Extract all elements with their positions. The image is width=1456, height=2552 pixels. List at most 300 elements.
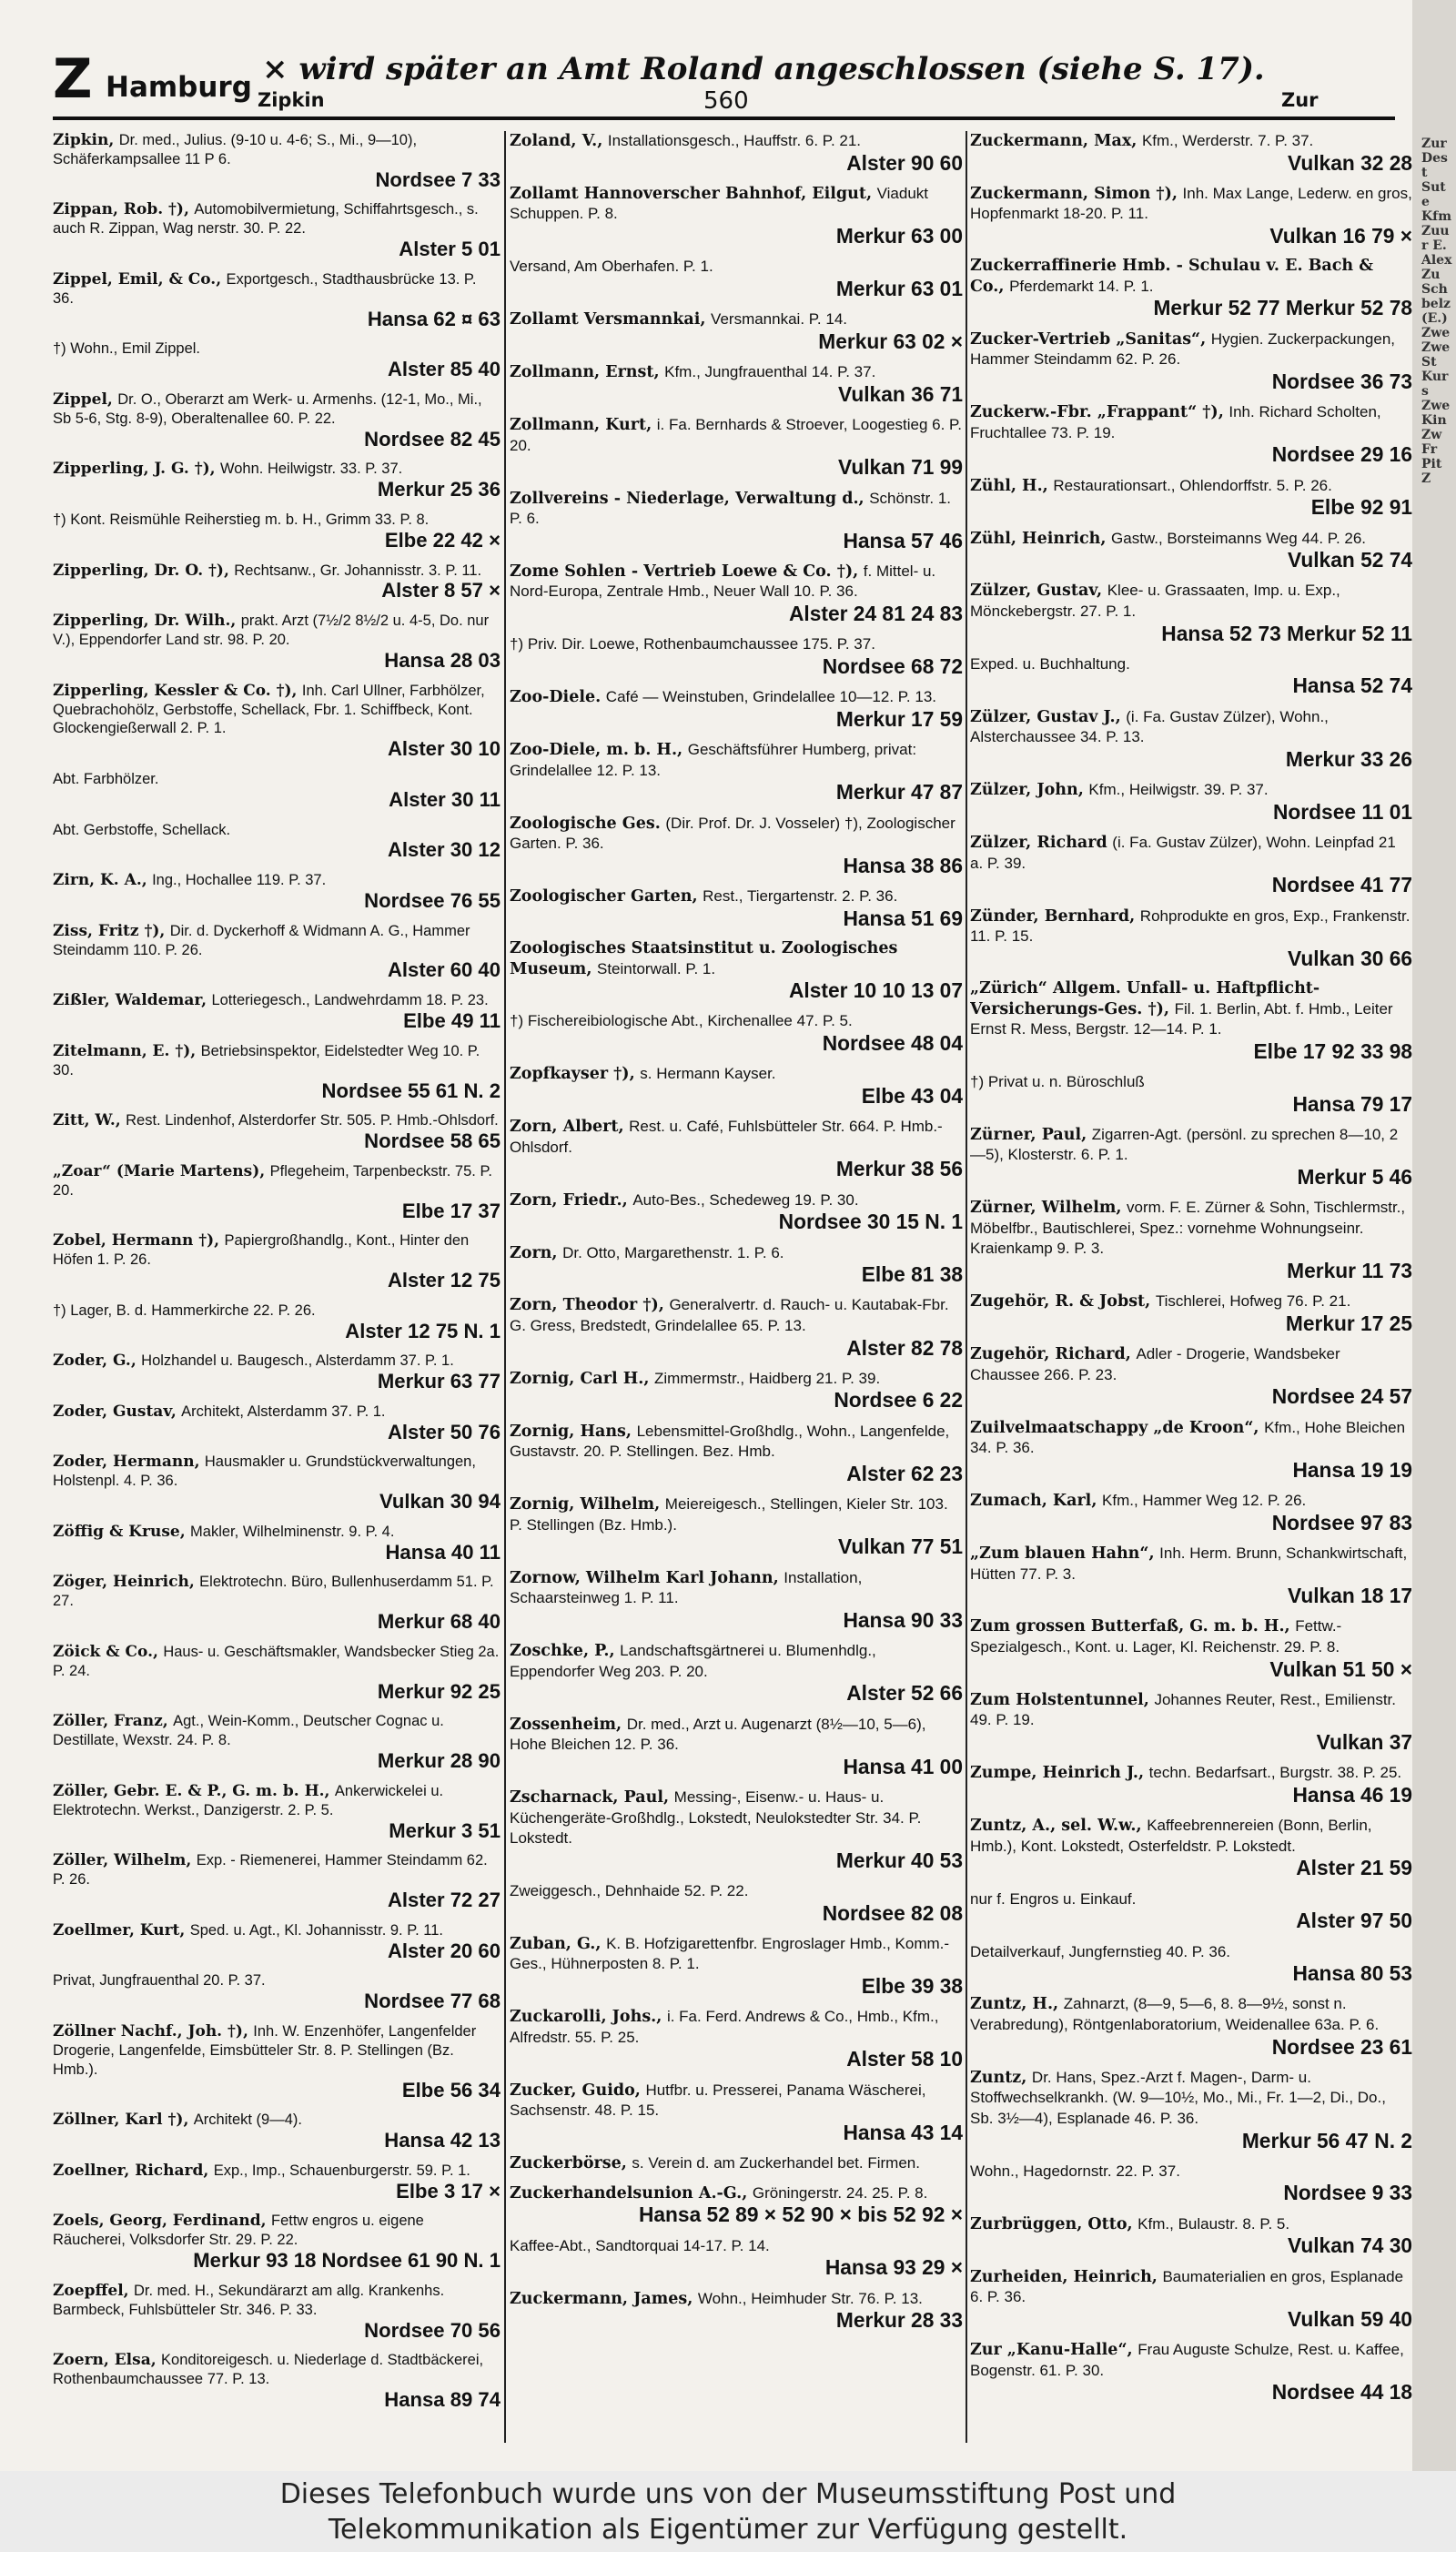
entry-details: Detailverkauf, Jungfernstieg 40. P. 36. xyxy=(970,1942,1231,1960)
entry-phone: Merkur 92 25 xyxy=(377,1679,500,1703)
listing-entry xyxy=(510,1715,963,1778)
entry-details: Versand, Am Oberhafen. P. 1. xyxy=(510,258,713,276)
listing-entry xyxy=(53,1643,500,1703)
entry-name: Zumpe, Heinrich J., xyxy=(970,1764,1145,1783)
listing-entry xyxy=(53,1231,500,1291)
listing-entry xyxy=(970,1690,1412,1754)
listing-entry xyxy=(510,1881,963,1925)
listing-entry xyxy=(970,1291,1412,1335)
entry-phone: Hansa 80 53 xyxy=(1292,1961,1412,1986)
entry-phone: Elbe 56 34 xyxy=(401,2078,500,2101)
entry-details: Kfm., Werderstr. 7. P. 37. xyxy=(1141,132,1314,149)
listing-entry xyxy=(510,562,963,625)
entry-phone: Nordsee 76 55 xyxy=(364,889,500,912)
entry-name: Zopfkayser †), xyxy=(510,1065,635,1084)
listing-entry xyxy=(53,1851,500,1911)
entry-details: Haus- u. Geschäftsmakler, Wandsbecker Stieg 2a. P. 24. xyxy=(53,1643,500,1679)
entry-name: Zißler, Waldemar, xyxy=(53,991,207,1010)
entry-name: Zoder, G., xyxy=(53,1352,136,1371)
entry-phone: Nordsee 48 04 xyxy=(822,1030,963,1055)
entry-phone: Elbe 92 91 xyxy=(1310,495,1412,520)
entry-name: Zülzer, Richard xyxy=(970,834,1107,853)
entry-phone: Elbe 39 38 xyxy=(861,1973,963,1998)
entry-phone: Merkur 17 25 xyxy=(1285,1311,1412,1335)
entry-details: Rest. Lindenhof, Alsterdorfer Str. 505. P. Hmb.-Ohlsdorf. xyxy=(126,1112,499,1129)
entry-phone: Nordsee 68 72 xyxy=(822,653,963,678)
entry-details: Geschäftsführer Humberg, privat: Grindelallee 12. P. 13. xyxy=(510,741,917,779)
listing-entry xyxy=(970,2068,1412,2152)
entry-name: Zoder, Gustav, xyxy=(53,1402,177,1421)
entry-phone: Elbe 49 11 xyxy=(403,1009,500,1033)
listing-entry xyxy=(53,1453,500,1513)
listing-entry xyxy=(53,1111,500,1153)
entry-phone: Merkur 63 01 xyxy=(835,276,963,300)
entry-phone: Vulkan 18 17 xyxy=(1288,1584,1412,1608)
entry-name: Zoo-Diele, m. b. H., xyxy=(510,741,683,760)
entry-phone: Vulkan 30 94 xyxy=(379,1490,500,1514)
entry-name: Zornig, Carl H., xyxy=(510,1369,650,1388)
entry-name: Zucker-Vertrieb „Sanitas“, xyxy=(970,329,1207,349)
entry-phone: Elbe 17 37 xyxy=(401,1199,500,1222)
listing-entry xyxy=(970,1198,1412,1282)
city-name: Hamburg xyxy=(106,71,252,104)
entry-phone: Merkur 5 46 xyxy=(1297,1164,1412,1189)
listing-entry xyxy=(970,529,1412,572)
first-entry-guide: Zipkin xyxy=(258,89,325,111)
entry-details: Frau Auguste Schulze, Rest. u. Kaffee, Bogenstr. 61. P. 30. xyxy=(970,2341,1404,2379)
entry-phone: Nordsee 97 83 xyxy=(1271,1510,1412,1534)
entry-name: Zoland, V., xyxy=(510,132,603,150)
entry-phone: Vulkan 77 51 xyxy=(838,1534,963,1559)
listing-entry xyxy=(970,654,1412,698)
entry-phone: Alster 60 40 xyxy=(387,958,500,982)
entry-phone: Nordsee 58 65 xyxy=(364,1129,500,1153)
exchange-notice: × wird später an Amt Roland angeschlossen (siehe S. 17). xyxy=(262,51,1265,87)
entry-phone: Elbe 43 04 xyxy=(861,1083,963,1108)
entry-name: Zülzer, John, xyxy=(970,781,1084,800)
entry-details: Gröningerstr. 24. 25. P. 8. xyxy=(752,2183,928,2202)
entry-details: Viadukt Schuppen. P. 8. xyxy=(510,184,929,223)
entry-name: Zornow, Wilhelm Karl Johann, xyxy=(510,1568,779,1587)
entry-details: Kfm., Hammer Weg 12. P. 26. xyxy=(1102,1492,1307,1510)
entry-details: Papiergroßhandlg., Kont., Hinter den Höfen 1. P. 26. xyxy=(53,1232,470,1269)
entry-details: s. Hermann Kayser. xyxy=(640,1065,776,1083)
entry-details: Fettw engros u. eigene Räucherei, Volksdorfer Str. 29. P. 22. xyxy=(53,2213,424,2249)
entry-name: Zöller, Franz, xyxy=(53,1712,168,1731)
listing-entry xyxy=(53,1782,500,1842)
entry-name: Zoo-Diele. xyxy=(510,688,602,707)
entry-name: Zoels, Georg, Ferdinand, xyxy=(53,2212,267,2231)
footer-line-1: Dieses Telefonbuch wurde uns von der Museumsstiftung Post und xyxy=(279,2478,1177,2510)
entry-phone: Alster 30 12 xyxy=(387,838,500,862)
entry-name: Zipperling, Dr. Wilh., xyxy=(53,612,237,631)
entry-details: Inh. Richard Scholten, Fruchtallee 73. P. 19. xyxy=(970,403,1381,441)
entry-name: Zühl, Heinrich, xyxy=(970,529,1107,548)
listing-entry xyxy=(970,780,1412,824)
entry-details: Automobilvermietung, Schiffahrtsgesch., s. auch R. Zippan, Wag nerstr. 30. P. 22. xyxy=(53,201,479,238)
entry-details: Dr. Otto, Margarethenstr. 1. P. 6. xyxy=(562,1243,784,1261)
entry-details: Rest. u. Café, Fuhlsbütteler Str. 664. P. Hmb.-Ohlsdorf. xyxy=(510,1118,943,1156)
entry-phone: Nordsee 44 18 xyxy=(1271,2380,1412,2405)
listing-entry xyxy=(970,329,1412,393)
listing-entry xyxy=(53,2111,500,2152)
entry-phone: Alster 52 66 xyxy=(846,1681,963,1706)
entry-details: Wohn. Heilwigstr. 33. P. 37. xyxy=(219,461,403,478)
entry-details: Adler - Drogerie, Wandsbeker Chaussee 266. P. 23. xyxy=(970,1345,1340,1383)
entry-details: Hausmakler u. Grundstückverwaltungen, Holstenpl. 4. P. 36. xyxy=(53,1453,476,1490)
entry-name: Zöffig & Kruse, xyxy=(53,1522,186,1541)
entry-details: Dr. med., Arzt u. Augenarzt (8½—10, 5—6), Hohe Bleichen 12. P. 36. xyxy=(510,1715,926,1754)
entry-phone: Hansa 62 ¤ 63 xyxy=(367,307,500,330)
entry-phone: Alster 30 10 xyxy=(387,737,500,761)
listing-entry xyxy=(53,200,500,260)
entry-phone: Vulkan 36 71 xyxy=(838,381,963,406)
entry-name: Zoellner, Richard, xyxy=(53,2161,209,2180)
entry-details: Meiereigesch., Stellingen, Kieler Str. 103. P. Stellingen (Bz. Hmb.). xyxy=(510,1495,948,1534)
entry-details: Inh. W. Enzenhöfer, Langenfelder Drogerie, Langenfelde, Eimsbütteler Str. 8. P. Stellingen (Bz. Hmb.). xyxy=(53,2022,477,2078)
entry-name: Zülzer, Gustav J., xyxy=(970,707,1121,726)
entry-name: Zoepffel, xyxy=(53,2281,129,2300)
entry-details: †) Priv. Dir. Loewe, Rothenbaumchaussee 175. P. 37. xyxy=(510,635,875,653)
entry-details: Hygien. Zuckerpackungen, Hammer Steindamm 62. P. 26. xyxy=(970,329,1396,369)
listing-entry xyxy=(510,1011,963,1055)
listing-entry xyxy=(53,922,500,982)
listing-entry xyxy=(53,1573,500,1633)
listing-entry xyxy=(970,1344,1412,1408)
listing-entry xyxy=(53,770,500,812)
listing-entry xyxy=(510,2153,963,2174)
listing-entry xyxy=(510,1641,963,1705)
entry-name: Zollmann, Ernst, xyxy=(510,363,660,382)
entry-name: Zoologische Ges. xyxy=(510,814,661,833)
entry-details: Exped. u. Buchhaltung. xyxy=(970,654,1130,673)
listing-entry xyxy=(510,2081,963,2144)
entry-details: Exp. - Riemenerei, Hammer Steindamm 62. P. 26. xyxy=(53,1852,488,1889)
entry-phone: Alster 12 75 xyxy=(387,1269,500,1291)
entry-name: Zollamt Versmannkai, xyxy=(510,310,706,329)
entry-details: Café — Weinstuben, Grindelallee 10—12. P. 13. xyxy=(605,688,936,706)
listing-entry xyxy=(510,1568,963,1632)
entry-phone: Merkur 17 59 xyxy=(835,706,963,731)
entry-name: Zöger, Heinrich, xyxy=(53,1573,195,1592)
listing-entry xyxy=(970,2340,1412,2404)
entry-phone: Hansa 79 17 xyxy=(1292,1091,1412,1116)
listing-entry xyxy=(510,1243,963,1287)
entry-phone: Alster 10 10 13 07 xyxy=(789,978,963,1003)
entry-name: Zoellmer, Kurt, xyxy=(53,1920,186,1939)
entry-phone: Alster 5 01 xyxy=(399,238,500,261)
listing-entry xyxy=(970,2267,1412,2331)
listing-entry xyxy=(53,612,500,672)
entry-details: Installation, Schaarsteinweg 1. P. 11. xyxy=(510,1568,863,1607)
listing-entry xyxy=(53,1523,500,1565)
entry-details: Lebensmittel-Großhdlg., Wohn., Langenfelde, Gustavstr. 20. P. Stellingen. Bez. Hmb. xyxy=(510,1422,950,1461)
listing-entry xyxy=(970,707,1412,771)
entry-phone: Hansa 43 14 xyxy=(843,2120,963,2144)
entry-phone: Hansa 41 00 xyxy=(843,1754,963,1778)
entry-phone: Hansa 40 11 xyxy=(385,1540,500,1564)
entry-phone: Hansa 90 33 xyxy=(843,1607,963,1632)
entry-details: Kfm., Hohe Bleichen 34. P. 36. xyxy=(970,1418,1406,1457)
entry-details: Kfm., Heilwigstr. 39. P. 37. xyxy=(1088,781,1269,799)
entry-phone: Hansa 89 74 xyxy=(384,2388,500,2412)
entry-details: Johannes Reuter, Rest., Emilienstr. 49. P. 19. xyxy=(970,1690,1396,1729)
entry-details: Inh. Herm. Brunn, Schankwirtschaft, Hütten 77. P. 3. xyxy=(970,1544,1408,1583)
entry-phone: Alster 50 76 xyxy=(387,1420,500,1443)
entry-phone: Nordsee 70 56 xyxy=(364,2318,500,2342)
listing-entry xyxy=(970,1418,1412,1482)
entry-phone: Nordsee 7 33 xyxy=(375,167,500,191)
entry-phone: Alster 72 27 xyxy=(387,1889,500,1912)
listing-entry xyxy=(970,1616,1412,1680)
entry-details: Fettw.-Spezialgesch., Kont. u. Lager, Kl. Reichenstr. 29. P. 8. xyxy=(970,1617,1342,1656)
listing-entry xyxy=(510,362,963,406)
listing-entry xyxy=(970,1994,1412,2058)
entry-name: Zorn, Albert, xyxy=(510,1118,624,1137)
entry-phone: Hansa 42 13 xyxy=(384,2129,500,2152)
entry-name: Zippel, xyxy=(53,390,113,409)
listing-entry xyxy=(53,1403,500,1444)
entry-phone: Hansa 19 19 xyxy=(1292,1457,1412,1482)
entry-name: Zurheiden, Heinrich, xyxy=(970,2267,1158,2286)
page-number: 560 xyxy=(703,87,749,115)
entry-phone: Merkur 38 56 xyxy=(835,1157,963,1181)
section-letter: Z xyxy=(53,47,93,111)
entry-phone: Merkur 33 26 xyxy=(1285,746,1412,771)
entry-phone: Nordsee 82 08 xyxy=(822,1900,963,1925)
entry-name: Zornig, Hans, xyxy=(510,1422,632,1441)
entry-name: Zuckermann, Max, xyxy=(970,132,1138,150)
entry-details: s. Verein d. am Zuckerhandel bet. Firmen. xyxy=(632,2154,920,2172)
entry-name: Zühl, H., xyxy=(970,476,1048,495)
entry-name: Ziss, Fritz †), xyxy=(53,921,166,940)
entry-phone: Merkur 52 77 Merkur 52 78 xyxy=(1153,296,1412,320)
entry-name: Zipperling, J. G. †), xyxy=(53,460,216,479)
entry-phone: Merkur 25 36 xyxy=(377,478,500,501)
listing-entry xyxy=(970,2214,1412,2258)
listing-entry xyxy=(510,886,963,930)
last-entry-guide: Zur xyxy=(1281,89,1319,111)
listing-entry xyxy=(510,1787,963,1872)
listing-entry xyxy=(53,1042,500,1102)
entry-details: Zweiggesch., Dehnhaide 52. P. 22. xyxy=(510,1881,749,1899)
entry-name: Zome Sohlen - Vertrieb Loewe & Co. †), xyxy=(510,562,859,581)
listing-entry xyxy=(510,257,963,300)
listing-entry xyxy=(53,270,500,330)
entry-phone: Alster 85 40 xyxy=(387,358,500,381)
listing-entry xyxy=(970,1816,1412,1879)
entry-details: †) Privat u. n. Büroschluß xyxy=(970,1073,1145,1090)
listing-entry xyxy=(510,184,963,248)
entry-name: Zöllner, Karl †), xyxy=(53,2111,189,2130)
entry-details: Restaurationsart., Ohlendorffstr. 5. P. 26. xyxy=(1053,476,1332,494)
entry-details: Kaffee-Abt., Sandtorquai 14-17. P. 14. xyxy=(510,2236,770,2254)
entry-details: Dr. Hans, Spez.-Arzt f. Magen-, Darm- u. Stoffwechselkrankh. (W. 9—10½, Mo., Mi., Fr. 1—2, Di., Do., Sb. 3½—4), Esplanade 46. P. 36. xyxy=(970,2068,1386,2127)
entry-phone: Nordsee 9 33 xyxy=(1283,2181,1412,2205)
entry-phone: Nordsee 41 77 xyxy=(1271,873,1412,897)
entry-details: Privat, Jungfrauenthal 20. P. 37. xyxy=(53,1972,266,1990)
entry-details: techn. Bedarfsart., Burgstr. 38. P. 25. xyxy=(1148,1764,1402,1782)
listing-entry xyxy=(53,682,500,761)
entry-phone: Nordsee 77 68 xyxy=(364,1990,500,2013)
entry-details: Abt. Farbhölzer. xyxy=(53,770,159,787)
entry-phone: Alster 12 75 N. 1 xyxy=(345,1319,500,1342)
entry-phone: Merkur 47 87 xyxy=(835,780,963,805)
listing-column-1 xyxy=(53,131,500,2443)
entry-name: Zuntz, A., sel. W.w., xyxy=(970,1817,1142,1836)
entry-phone: Merkur 11 73 xyxy=(1287,1258,1412,1282)
entry-name: Zscharnack, Paul, xyxy=(510,1788,670,1807)
entry-phone: Merkur 63 02 × xyxy=(818,329,963,353)
entry-phone: Nordsee 23 61 xyxy=(1271,2034,1412,2059)
listing-entry xyxy=(53,390,500,451)
entry-details: Versmannkai. P. 14. xyxy=(711,310,847,329)
entry-details: Inh. Max Lange, Lederw. en gros, Hopfenmarkt 18-20. P. 11. xyxy=(970,184,1412,223)
entry-phone: Alster 58 10 xyxy=(846,2047,963,2071)
listing-entry xyxy=(510,814,963,877)
entry-name: Zoologisches Staatsinstitut u. Zoologisches Museum, xyxy=(510,938,898,978)
entry-name: Zollvereins - Niederlage, Verwaltung d., xyxy=(510,489,864,508)
entry-name: Zuban, G., xyxy=(510,1934,602,1953)
page-header xyxy=(53,47,1395,120)
listing-entry xyxy=(53,2162,500,2203)
entry-details: Kfm., Jungfrauenthal 14. P. 37. xyxy=(664,363,876,381)
entry-name: „Zum blauen Hahn“, xyxy=(970,1544,1155,1563)
entry-details: Sped. u. Agt., Kl. Johannisstr. 9. P. 11. xyxy=(189,1921,443,1939)
entry-phone: Vulkan 16 79 × xyxy=(1269,223,1412,248)
listing-entry xyxy=(510,1064,963,1108)
listing-entry xyxy=(53,1712,500,1772)
listing-entry xyxy=(970,131,1412,175)
entry-phone: Alster 97 50 xyxy=(1296,1909,1412,1933)
listing-entry xyxy=(53,1971,500,2013)
entry-name: Zürner, Paul, xyxy=(970,1125,1087,1144)
entry-phone: Nordsee 11 01 xyxy=(1272,799,1412,824)
entry-details: Fil. 1. Berlin, Abt. f. Hmb., Leiter Ernst R. Mess, Bergstr. 12—14. P. 1. xyxy=(970,999,1393,1038)
entry-phone: Alster 20 60 xyxy=(387,1939,500,1962)
entry-name: Zipperling, Dr. O. †), xyxy=(53,561,229,580)
entry-phone: Merkur 56 47 N. 2 xyxy=(1241,2128,1412,2152)
entry-details: Architekt, Alsterdamm 37. P. 1. xyxy=(181,1403,386,1420)
entry-phone: Hansa 57 46 xyxy=(843,528,963,552)
listing-entry xyxy=(970,476,1412,520)
entry-name: Zuckerbörse, xyxy=(510,2154,627,2173)
footer-line-2: Telekommunikation als Eigentümer zur Verfügung gestellt. xyxy=(328,2514,1128,2546)
entry-details: Messing-, Eisenw.- u. Haus- u. Küchengeräte-Großhdlg., Lokstedt, Neulokstedter Str. 34. P. Lokstedt. xyxy=(510,1788,922,1848)
entry-phone: Vulkan 59 40 xyxy=(1288,2306,1412,2331)
entry-phone: Nordsee 24 57 xyxy=(1271,1384,1412,1409)
entry-details: Dr. O., Oberarzt am Werk- u. Armenhs. (12-1, Mo., Mi., Sb 5-6, Stg. 8-9), Oberaltenallee 60. P. 22. xyxy=(53,390,482,427)
listing-entry xyxy=(53,562,500,603)
entry-phone: Vulkan 74 30 xyxy=(1288,2233,1412,2258)
entry-details: Dr. med. H., Sekundärarzt am allg. Krankenhs. Barmbeck, Fuhlsbütteler Str. 346. P. 33. xyxy=(53,2282,445,2318)
header-rule xyxy=(53,116,1395,120)
listing-entry xyxy=(970,1763,1412,1807)
entry-phone: Nordsee 6 22 xyxy=(834,1388,963,1413)
listing-entry xyxy=(510,489,963,552)
entry-phone: Alster 62 23 xyxy=(846,1461,963,1485)
entry-details: (i. Fa. Gustav Zülzer), Wohn., Alsterchaussee 34. P. 13. xyxy=(970,707,1329,746)
entry-name: Zuckerraffinerie Hmb. - Schulau v. E. Bach & Co., xyxy=(970,257,1374,296)
listing-entry xyxy=(53,1352,500,1393)
entry-phone: Merkur 63 77 xyxy=(377,1370,500,1393)
entry-name: Zur „Kanu-Halle“, xyxy=(970,2341,1133,2360)
listing-entry xyxy=(510,131,963,175)
entry-name: Zurbrüggen, Otto, xyxy=(970,2214,1133,2233)
entry-name: Zürner, Wilhelm, xyxy=(970,1199,1122,1218)
entry-phone: Merkur 3 51 xyxy=(389,1818,500,1842)
entry-name: Zöick & Co., xyxy=(53,1642,158,1661)
listing-entry xyxy=(970,979,1412,1063)
entry-details: Agt., Wein-Komm., Deutscher Cognac u. Destillate, Wexstr. 24. P. 8. xyxy=(53,1713,444,1749)
entry-phone: Hansa 51 69 xyxy=(843,906,963,930)
entry-details: Zahnarzt, (8—9, 5—6, 8. 8—9½, sonst n. Verabredung), Röntgenlaboratorium, Weidenallee 63a. P. 6. xyxy=(970,1995,1380,2033)
entry-name: Zornig, Wilhelm, xyxy=(510,1495,661,1514)
entry-name: Zugehör, Richard, xyxy=(970,1345,1131,1364)
entry-name: Zöller, Wilhelm, xyxy=(53,1851,192,1870)
entry-details: Holzhandel u. Baugesch., Alsterdamm 37. P. 1. xyxy=(141,1352,454,1370)
entry-name: Zollamt Hannoverscher Bahnhof, Eilgut, xyxy=(510,184,873,203)
listing-entry xyxy=(510,415,963,479)
entry-name: Zorn, Theodor †), xyxy=(510,1296,664,1315)
entry-details: Kaffeebrennereien (Bonn, Berlin, Hmb.), Kont. Lokstedt, Osterfeldstr. P. Lokstedt. xyxy=(970,1817,1372,1855)
entry-details: prakt. Arzt (7½/2 8½/2 u. 4-5, Do. nur V.), Eppendorfer Land str. 98. P. 20. xyxy=(53,613,490,649)
entry-phone: Vulkan 37 xyxy=(1316,1729,1412,1754)
entry-phone: Vulkan 32 28 xyxy=(1288,150,1412,175)
entry-phone: Alster 8 57 × xyxy=(381,579,500,603)
entry-phone: Alster 21 59 xyxy=(1296,1856,1412,1880)
listing-entry xyxy=(510,1934,963,1998)
listing-entry xyxy=(510,687,963,731)
entry-name: Zuckerw.-Fbr. „Frappant“ †), xyxy=(970,403,1224,422)
listing-entry xyxy=(53,339,500,381)
entry-details: Wohn., Hagedornstr. 22. P. 37. xyxy=(970,2162,1180,2180)
entry-name: Zuckerhandelsunion A.-G., xyxy=(510,2183,748,2203)
listing-entry xyxy=(510,1369,963,1413)
column-divider xyxy=(504,131,506,2443)
entry-phone: Hansa 46 19 xyxy=(1292,1782,1412,1807)
entry-name: Zitt, W., xyxy=(53,1111,121,1130)
entry-name: Zuckarolli, Johs., xyxy=(510,2008,662,2027)
listing-column-3 xyxy=(970,131,1412,2443)
listing-entry xyxy=(970,402,1412,466)
entry-details: Pflegeheim, Tarpenbeckstr. 75. P. 20. xyxy=(53,1162,492,1199)
listing-entry xyxy=(510,2183,963,2227)
entry-phone: Merkur 28 33 xyxy=(835,2308,963,2333)
entry-details: Tischlerei, Hofweg 76. P. 21. xyxy=(1155,1292,1351,1311)
entry-details: (Dir. Prof. Dr. J. Vosseler) †), Zoologischer Garten. P. 36. xyxy=(510,814,956,853)
entry-name: Zollmann, Kurt, xyxy=(510,416,652,435)
entry-details: Abt. Gerbstoffe, Schellack. xyxy=(53,821,231,838)
entry-name: Zorn, xyxy=(510,1243,558,1262)
entry-name: Zuntz, H., xyxy=(970,1995,1059,2014)
listing-entry xyxy=(53,2212,500,2272)
listing-entry xyxy=(510,2007,963,2071)
entry-name: Zitelmann, E. †), xyxy=(53,1041,197,1060)
entry-name: Zoern, Elsa, xyxy=(53,2351,157,2370)
entry-name: Zorn, Friedr., xyxy=(510,1190,628,1210)
entry-details: Schönstr. 1. P. 6. xyxy=(510,489,951,528)
entry-details: nur f. Engros u. Einkauf. xyxy=(970,1889,1137,1908)
entry-name: Zipperling, Kessler & Co. †), xyxy=(53,681,298,700)
entry-phone: Vulkan 51 50 × xyxy=(1269,1656,1412,1681)
column-divider xyxy=(966,131,967,2443)
entry-name: Zoologischer Garten, xyxy=(510,887,698,906)
listing-entry xyxy=(510,1295,963,1359)
entry-details: Installationsgesch., Hauffstr. 6. P. 21. xyxy=(607,132,862,149)
listing-entry xyxy=(53,1301,500,1343)
listing-entry xyxy=(510,634,963,678)
